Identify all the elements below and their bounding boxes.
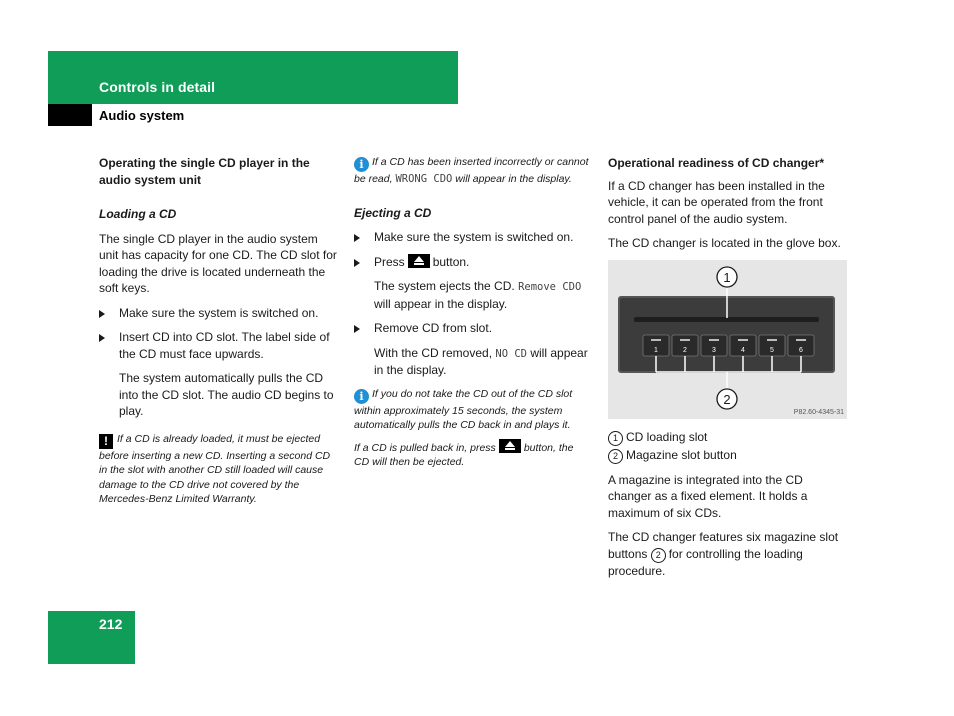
callout-1-label: 1 — [723, 269, 731, 285]
bullet-arrow-icon — [354, 259, 360, 267]
legend-item-2: 2 Magazine slot button — [608, 447, 848, 464]
bullet-arrow-icon — [354, 325, 360, 333]
bullet-arrow-icon — [99, 310, 105, 318]
slot-button-label: 3 — [712, 346, 716, 354]
slot-indicator — [738, 339, 748, 341]
bullet-arrow-icon — [354, 234, 360, 242]
subheading-loading: Loading a CD — [99, 207, 177, 221]
display-code-wrong-cd: WRONG CDO — [395, 173, 453, 185]
subheading-ejecting: Ejecting a CD — [354, 205, 432, 220]
cd-changer-illustration — [608, 260, 847, 419]
column-1 — [99, 155, 339, 507]
slot-indicator — [651, 339, 661, 341]
legend-item-1: 1 CD loading slot — [608, 429, 848, 446]
warning-icon: ! — [99, 434, 113, 449]
info-wrong-cd: i If a CD has been inserted incorrectly or cannot be read, WRONG CDO will appear in the display. — [354, 156, 589, 185]
subsection-marker — [48, 104, 92, 126]
bullet-arrow-icon — [99, 334, 105, 342]
legend-number-1: 1 — [608, 431, 623, 446]
info-auto-pullback: i If you do not take the CD out of the CD slot within approximately 15 seconds, the system automatically pulls the CD back in and plays it. — [354, 387, 573, 431]
slot-button-label: 4 — [741, 346, 745, 354]
legend-number-2: 2 — [608, 449, 623, 464]
slot-button-label: 5 — [770, 346, 774, 354]
changer-location: The CD changer is located in the glove box. — [608, 236, 841, 250]
step-press-eject: Press button. — [354, 254, 590, 271]
subsection-title: Audio system — [99, 108, 185, 123]
display-code-remove-cd: Remove CDO — [518, 281, 582, 293]
column-2 — [354, 155, 590, 470]
inline-number-2: 2 — [651, 548, 666, 563]
slot-indicator — [767, 339, 777, 341]
callout-2-label: 2 — [723, 391, 731, 407]
heading-single-cd: Operating the single CD player in the audio system unit — [99, 156, 310, 187]
slot-indicator — [709, 339, 719, 341]
slot-indicator — [796, 339, 806, 341]
display-code-no-cd: NO CD — [495, 347, 527, 360]
eject-icon — [408, 254, 430, 268]
eject-icon — [499, 439, 521, 453]
header-band — [48, 51, 458, 104]
slot-buttons-description: The CD changer features six magazine slot buttons 2 for controlling the loading procedure. — [608, 530, 839, 578]
page-number: 212 — [99, 616, 123, 632]
slot-button-label: 6 — [799, 346, 803, 354]
step-remove-cd: Remove CD from slot. — [354, 320, 590, 337]
result-no-cd: With the CD removed, NO CD will appear in the display. — [374, 345, 588, 377]
section-title: Controls in detail — [99, 79, 216, 95]
slot-button-label: 2 — [683, 346, 687, 354]
changer-intro: If a CD changer has been installed in the vehicle, it can be operated from the front control panel of the audio system. — [608, 178, 825, 226]
intro-paragraph: The single CD player in the audio system unit has capacity for one CD. The CD slot for loading the drive is located underneath the soft keys. — [99, 231, 337, 295]
step-switch-on: Make sure the system is switched on. — [99, 305, 339, 322]
result-eject: The system ejects the CD. Remove CDO will appear in the display. — [374, 279, 582, 311]
result-auto-play: The system automatically pulls the CD into the CD slot. The audio CD begins to play. — [119, 371, 334, 418]
step-insert-cd: Insert CD into CD slot. The label side of the CD must face upwards. — [99, 329, 339, 362]
warning-note: ! If a CD is already loaded, it must be ejected before inserting a new CD. Inserting a second CD in the slot with another CD still loaded will cause damage to the CD drive not covered by the Mercedes-Benz Limited Warranty. — [99, 432, 331, 505]
heading-cd-changer: Operational readiness of CD changer* — [608, 156, 825, 170]
magazine-description: A magazine is integrated into the CD changer as a fixed element. It holds a maximum of six CDs. — [608, 472, 808, 520]
info-eject-again: If a CD is pulled back in, press button, the CD will then be ejected. — [354, 439, 590, 470]
cd-changer-figure — [608, 260, 847, 419]
slot-button-label: 1 — [654, 346, 658, 354]
column-3 — [608, 155, 848, 587]
info-icon: i — [354, 157, 369, 172]
info-icon: i — [354, 389, 369, 404]
figure-code: P82.60-4345-31 — [793, 408, 844, 416]
step-switch-on-2: Make sure the system is switched on. — [354, 229, 590, 246]
slot-indicator — [680, 339, 690, 341]
